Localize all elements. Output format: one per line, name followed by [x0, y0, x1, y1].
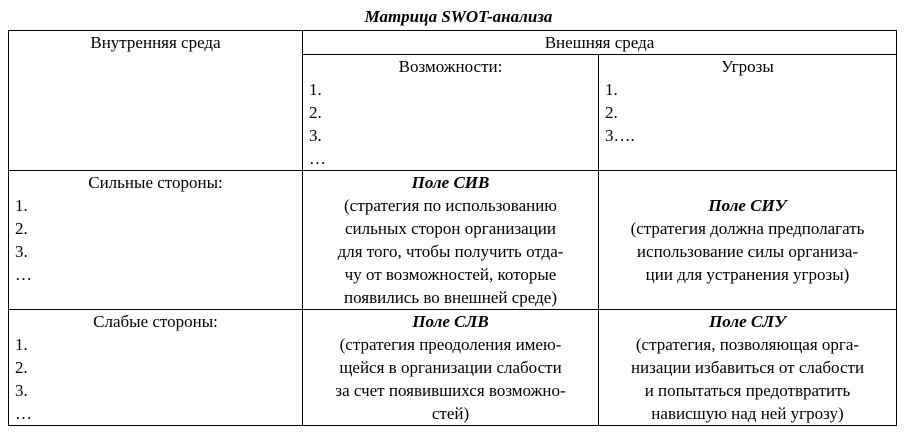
description-line: ции для устранения угрозы) [645, 265, 850, 284]
description-line: сильных сторон организации [344, 219, 556, 238]
description-line: за счет появившихся возможно- [335, 381, 566, 400]
description-line: щейся в организации слабости [339, 358, 562, 377]
description-line: и попытаться предотвратить [644, 381, 851, 400]
field-slv-title: Поле СЛВ [412, 312, 489, 331]
list-item: 3. [309, 126, 322, 145]
description-line: (стратегия, позволяющая орга- [635, 335, 860, 354]
list-item: 3. [15, 381, 28, 400]
field-siv-title: Поле СИВ [411, 173, 490, 192]
field-siu-title: Поле СИУ [708, 196, 787, 215]
field-slv [303, 310, 599, 426]
list-item: 2. [309, 103, 322, 122]
list-item: … [15, 404, 32, 423]
field-slu [599, 310, 897, 426]
strengths-cell [9, 171, 303, 310]
list-item: 1. [309, 80, 322, 99]
description-line: для того, чтобы получить отда- [337, 242, 564, 261]
threats-cell [599, 55, 897, 171]
description-line: использование силы организа- [636, 242, 859, 261]
page-title: Матрица SWOT-анализа [364, 7, 553, 26]
opportunities-label: Возможности: [398, 57, 503, 76]
strengths-list [15, 194, 296, 286]
description-line: чу от возможностей, которые [344, 265, 557, 284]
weaknesses-cell [9, 310, 303, 426]
list-item: 2. [15, 358, 28, 377]
list-item: 2. [605, 103, 618, 122]
strengths-label: Сильные стороны: [88, 173, 223, 192]
swot-matrix [8, 30, 897, 426]
field-slv-description [309, 333, 592, 425]
description-line: нависшую над ней угрозу) [651, 404, 844, 423]
weaknesses-list [15, 333, 296, 425]
field-siu [599, 171, 897, 310]
external-environment-header: Внешняя среда [303, 31, 897, 55]
description-line: появились во внешней среде) [344, 288, 557, 307]
description-line: низации избавиться от слабости [630, 358, 865, 377]
field-slu-description [605, 333, 890, 425]
threats-list [605, 78, 890, 147]
description-line: стей) [431, 404, 470, 423]
description-line: (стратегия по использованию [343, 196, 558, 215]
threats-label: Угрозы [721, 57, 774, 76]
list-item: 1. [15, 335, 28, 354]
field-slu-title: Поле СЛУ [709, 312, 786, 331]
description-line: (стратегия преодоления имею- [339, 335, 562, 354]
list-item: 3…. [605, 126, 635, 145]
list-item: 1. [15, 196, 28, 215]
field-siu-description [605, 217, 890, 286]
list-item: … [15, 265, 32, 284]
weaknesses-label: Слабые стороны: [93, 312, 218, 331]
list-item: 1. [605, 80, 618, 99]
field-siv-description [309, 194, 592, 309]
opportunities-cell [303, 55, 599, 171]
field-siv [303, 171, 599, 310]
internal-environment-header: Внутренняя среда [9, 31, 303, 171]
description-line: (стратегия должна предполагать [630, 219, 865, 238]
list-item: 3. [15, 242, 28, 261]
opportunities-list [309, 78, 592, 170]
list-item: 2. [15, 219, 28, 238]
list-item: … [309, 149, 326, 168]
